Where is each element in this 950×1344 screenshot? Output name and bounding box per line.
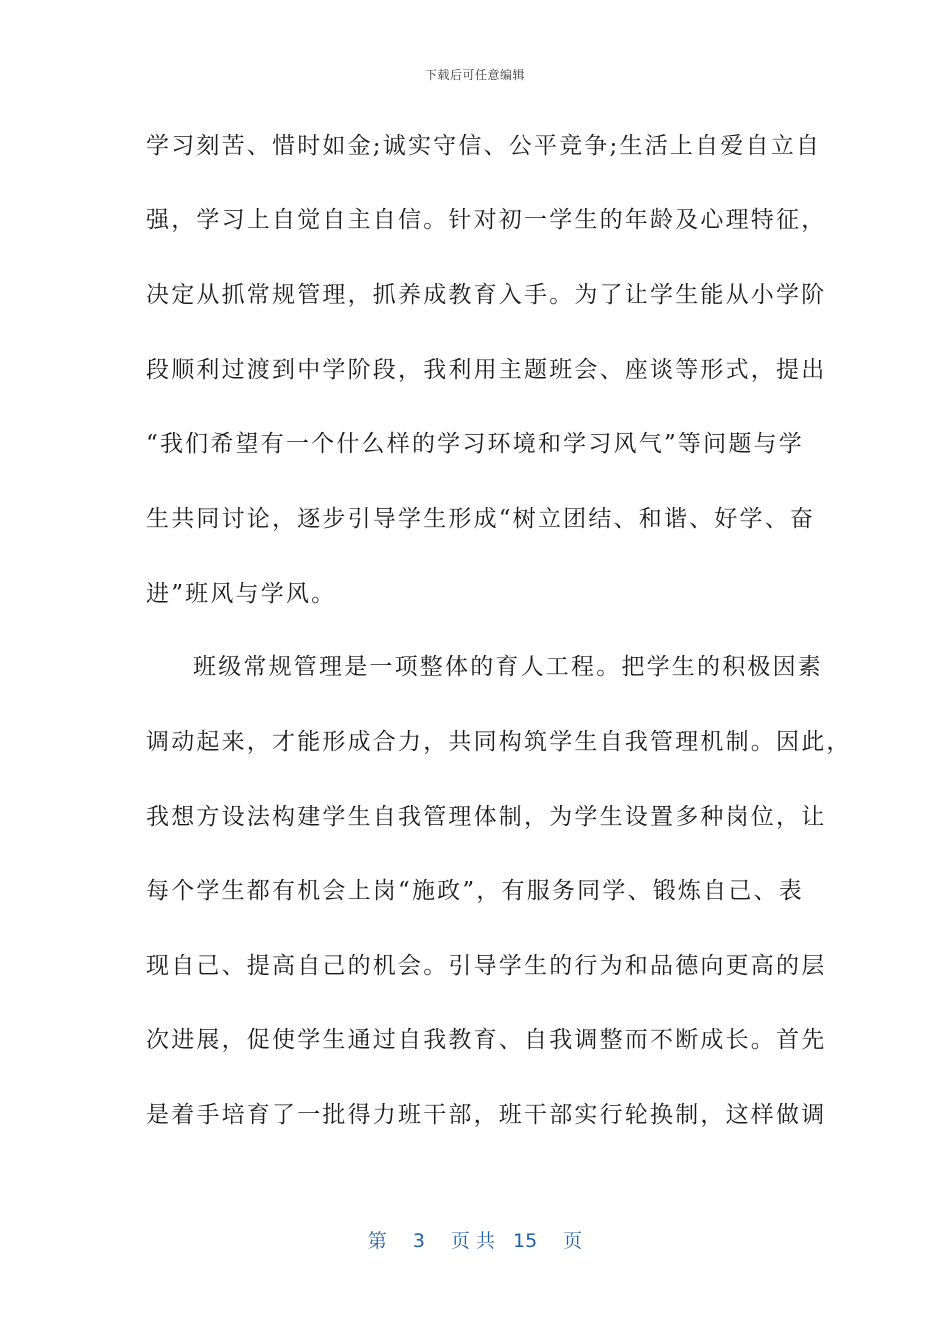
footer-total-label: 共 — [475, 1230, 495, 1252]
body-line-9: 调动起来，才能形成合力，共同构筑学生自我管理机制。因此， — [146, 729, 852, 755]
body-line-10: 我想方设法构建学生自我管理体制，为学生设置多种岗位，让 — [146, 804, 827, 830]
footer-total-suffix: 页 — [563, 1230, 583, 1252]
page-footer — [0, 1226, 950, 1253]
body-line-1: 学习刻苦、惜时如金;诚实守信、公平竞争;生活上自爱自立自 — [146, 133, 822, 159]
footer-page-label: 第 — [367, 1230, 387, 1252]
paragraph-2-first-line: 班级常规管理是一项整体的育人工程。把学生的积极因素 — [193, 654, 823, 680]
footer-page-suffix: 页 — [450, 1230, 470, 1252]
body-line-4: 段顺利过渡到中学阶段，我利用主题班会、座谈等形式，提出 — [146, 357, 827, 383]
body-line-14: 是着手培育了一批得力班干部，班干部实行轮换制，这样做调 — [146, 1102, 827, 1128]
body-line-5: “我们希望有一个什么样的学习环境和学习风气”等问题与学 — [146, 431, 804, 457]
body-line-13: 次进展，促使学生通过自我教育、自我调整而不断成长。首先 — [146, 1027, 827, 1053]
body-line-11: 每个学生都有机会上岗“施政”，有服务同学、锻炼自己、表 — [146, 878, 804, 904]
body-line-7: 进”班风与学风。 — [146, 581, 337, 607]
body-line-2: 强，学习上自觉自主自信。针对初一学生的年龄及心理特征， — [146, 207, 827, 233]
body-line-3: 决定从抓常规管理，抓养成教育入手。为了让学生能从小学阶 — [146, 282, 827, 308]
body-line-12: 现自己、提高自己的机会。引导学生的行为和品德向更高的层 — [146, 953, 827, 979]
footer-page-number: 3 — [412, 1230, 425, 1252]
footer-total-pages: 15 — [512, 1230, 538, 1252]
page-header: 下载后可任意编辑 — [424, 68, 525, 82]
body-line-6: 生共同讨论，逐步引导学生形成“树立团结、和谐、好学、奋 — [146, 506, 816, 532]
